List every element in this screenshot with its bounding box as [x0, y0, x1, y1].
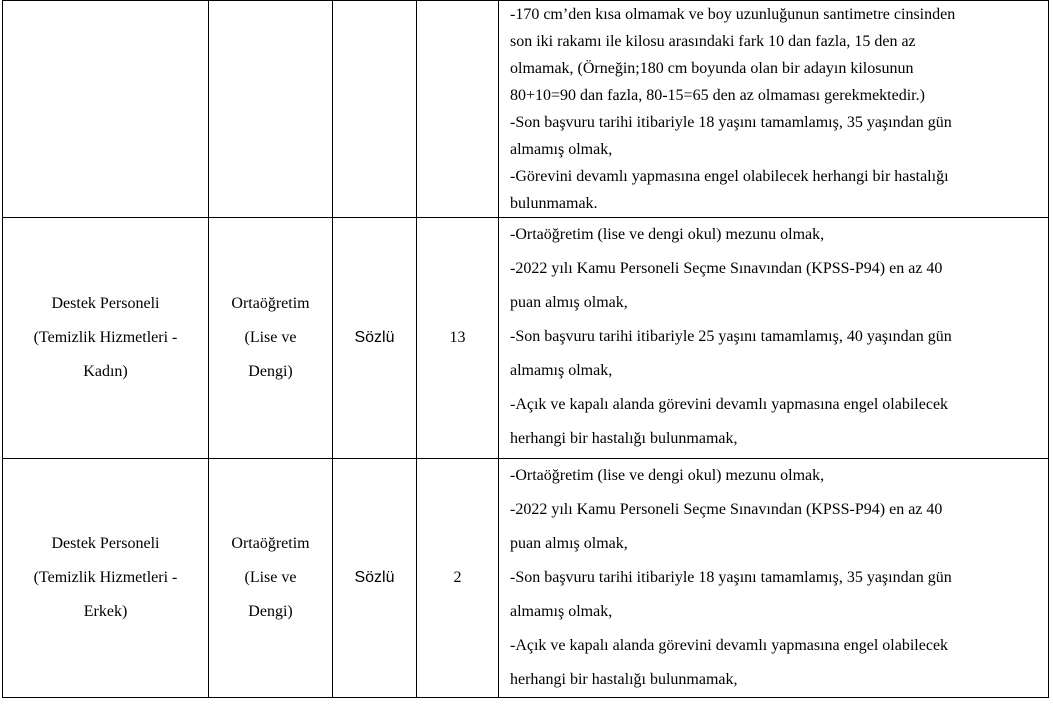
count-cell [417, 1, 499, 218]
position-detail: (Temizlik Hizmetleri - [33, 569, 178, 586]
condition-line: puan almış olmak, [510, 535, 628, 552]
exam-type-cell [333, 1, 417, 218]
condition-line: -Son başvuru tarihi itibariyle 18 yaşını tamamlamış, 35 yaşından gün [510, 569, 952, 586]
education-cell [209, 459, 333, 698]
condition-line: -2022 yılı Kamu Personeli Seçme Sınavından (KPSS-P94) en az 40 [510, 501, 943, 518]
education-detail: Dengi) [248, 363, 293, 380]
education-level: Ortaöğretim [231, 295, 310, 312]
position-cell [3, 218, 209, 459]
condition-line: puan almış olmak, [510, 294, 628, 311]
count-cell: 13 [417, 218, 499, 459]
condition-line: -Ortaöğretim (lise ve dengi okul) mezunu olmak, [510, 467, 825, 484]
table-row [3, 459, 1049, 698]
conditions-cell [499, 1, 1049, 218]
education-cell [209, 218, 333, 459]
position-cell [3, 459, 209, 698]
condition-line: son iki rakamı ile kilosu arasındaki fark 10 dan fazla, 15 den az [510, 33, 916, 50]
exam-type-cell: Sözlü [333, 218, 417, 459]
count-cell: 2 [417, 459, 499, 698]
condition-line: almamış olmak, [510, 362, 613, 379]
position-cell [3, 1, 209, 218]
condition-line: -Açık ve kapalı alanda görevini devamlı yapmasına engel olabilecek [510, 396, 949, 413]
condition-line: almamış olmak, [510, 603, 613, 620]
education-level: Ortaöğretim [231, 535, 310, 552]
condition-line: -Açık ve kapalı alanda görevini devamlı yapmasına engel olabilecek [510, 637, 949, 654]
position-detail: Erkek) [83, 603, 128, 620]
table-row [3, 1, 1049, 218]
requirements-table [2, 0, 1049, 698]
condition-line: herhangi bir hastalığı bulunmamak, [510, 430, 738, 447]
conditions-cell [499, 218, 1049, 459]
condition-line: -170 cm’den kısa olmamak ve boy uzunluğunun santimetre cinsinden [510, 6, 956, 23]
education-cell [209, 1, 333, 218]
condition-line: herhangi bir hastalığı bulunmamak, [510, 671, 738, 688]
conditions-cell [499, 459, 1049, 698]
condition-line: -Ortaöğretim (lise ve dengi okul) mezunu olmak, [510, 226, 825, 243]
condition-line: -Son başvuru tarihi itibariyle 25 yaşını tamamlamış, 40 yaşından gün [510, 328, 952, 345]
table-row [3, 218, 1049, 459]
condition-line: olmamak, (Örneğin;180 cm boyunda olan bir adayın kilosunun [510, 60, 914, 77]
condition-line: -2022 yılı Kamu Personeli Seçme Sınavından (KPSS-P94) en az 40 [510, 260, 943, 277]
condition-line: -Son başvuru tarihi itibariyle 18 yaşını tamamlamış, 35 yaşından gün [510, 114, 952, 131]
position-detail: (Temizlik Hizmetleri - [33, 329, 178, 346]
condition-line: almamış olmak, [510, 141, 613, 158]
education-detail: Dengi) [248, 603, 293, 620]
education-detail: (Lise ve [244, 329, 297, 346]
education-detail: (Lise ve [244, 569, 297, 586]
condition-line: 80+10=90 dan fazla, 80-15=65 den az olmaması gerekmektedir.) [510, 87, 925, 104]
exam-type-cell: Sözlü [333, 459, 417, 698]
position-title: Destek Personeli [51, 535, 160, 552]
position-detail: Kadın) [83, 363, 128, 380]
condition-line: bulunmamak. [510, 195, 598, 212]
condition-line: -Görevini devamlı yapmasına engel olabilecek herhangi bir hastalığı [510, 168, 949, 185]
position-title: Destek Personeli [51, 295, 160, 312]
